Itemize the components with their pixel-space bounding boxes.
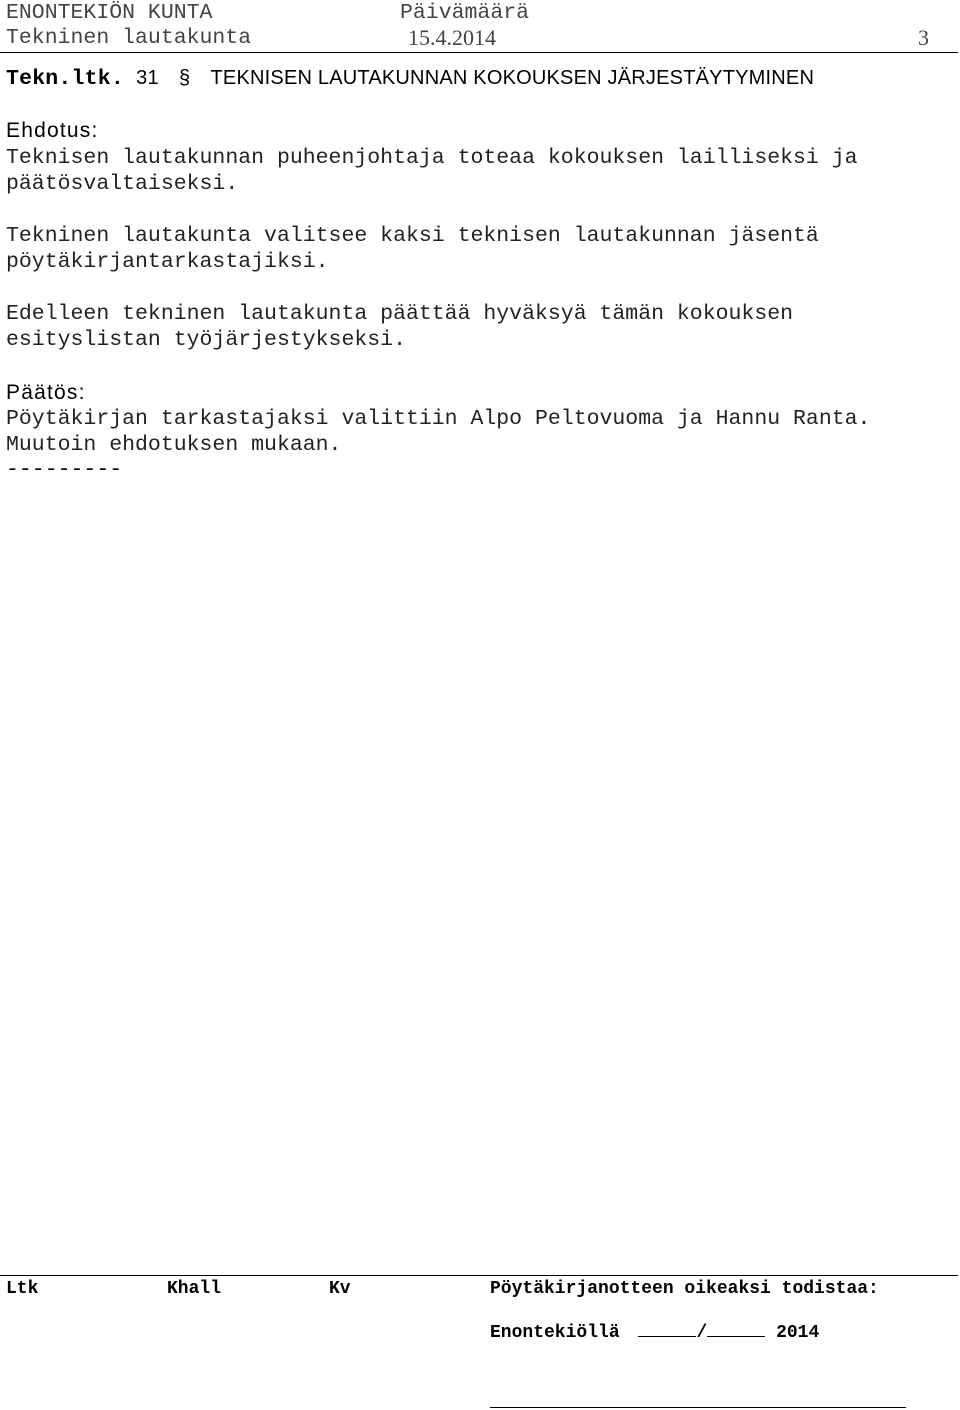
header-rule: [0, 52, 958, 53]
month-blank[interactable]: [707, 1320, 765, 1337]
municipality-name: ENONTEKIÖN KUNTA: [6, 1, 213, 25]
footer-certify: Pöytäkirjanotteen oikeaksi todistaa:: [490, 1279, 879, 1299]
footer-kv: Kv: [329, 1279, 351, 1299]
section-ref: Tekn.ltk.: [6, 67, 124, 91]
date-slash: /: [696, 1323, 708, 1343]
place-name: Enontekiöllä: [490, 1323, 620, 1343]
proposal-line: Edelleen tekninen lautakunta päättää hyväksyä tämän kokouksen: [6, 302, 794, 326]
decision-line: Pöytäkirjan tarkastajaksi valittiin Alpo Peltovuoma ja Hannu Ranta.: [6, 407, 871, 431]
separator-dashes: ---------: [6, 458, 123, 482]
decision-line: Muutoin ehdotuksen mukaan.: [6, 433, 342, 457]
board-name: Tekninen lautakunta: [6, 26, 252, 50]
proposal-line: pöytäkirjantarkastajiksi.: [6, 250, 329, 274]
section-number: 31: [136, 67, 159, 89]
proposal-line: päätösvaltaiseksi.: [6, 172, 239, 196]
proposal-line: Teknisen lautakunnan puheenjohtaja toteaa kokouksen lailliseksi ja: [6, 146, 858, 170]
section-heading: [6, 65, 814, 93]
signature-line[interactable]: [490, 1407, 906, 1408]
section-symbol: §: [178, 67, 191, 89]
meeting-date: 15.4.2014: [408, 25, 496, 50]
date-label: Päivämäärä: [400, 1, 530, 25]
certify-place-line: [490, 1320, 819, 1345]
footer-rule: [0, 1275, 958, 1276]
certify-year: 2014: [776, 1323, 820, 1343]
decision-label: Päätös:: [6, 381, 86, 404]
proposal-line: Tekninen lautakunta valitsee kaksi teknisen lautakunnan jäsentä: [6, 224, 819, 248]
day-blank[interactable]: [638, 1320, 696, 1337]
proposal-line: esityslistan työjärjestykseksi.: [6, 328, 406, 352]
page-number: 3: [918, 25, 929, 50]
proposal-label: Ehdotus:: [6, 119, 99, 142]
footer-ltk: Ltk: [6, 1279, 39, 1299]
footer-khall: Khall: [167, 1279, 222, 1299]
section-title: TEKNISEN LAUTAKUNNAN KOKOUKSEN JÄRJESTÄYTYMINEN: [210, 67, 815, 89]
